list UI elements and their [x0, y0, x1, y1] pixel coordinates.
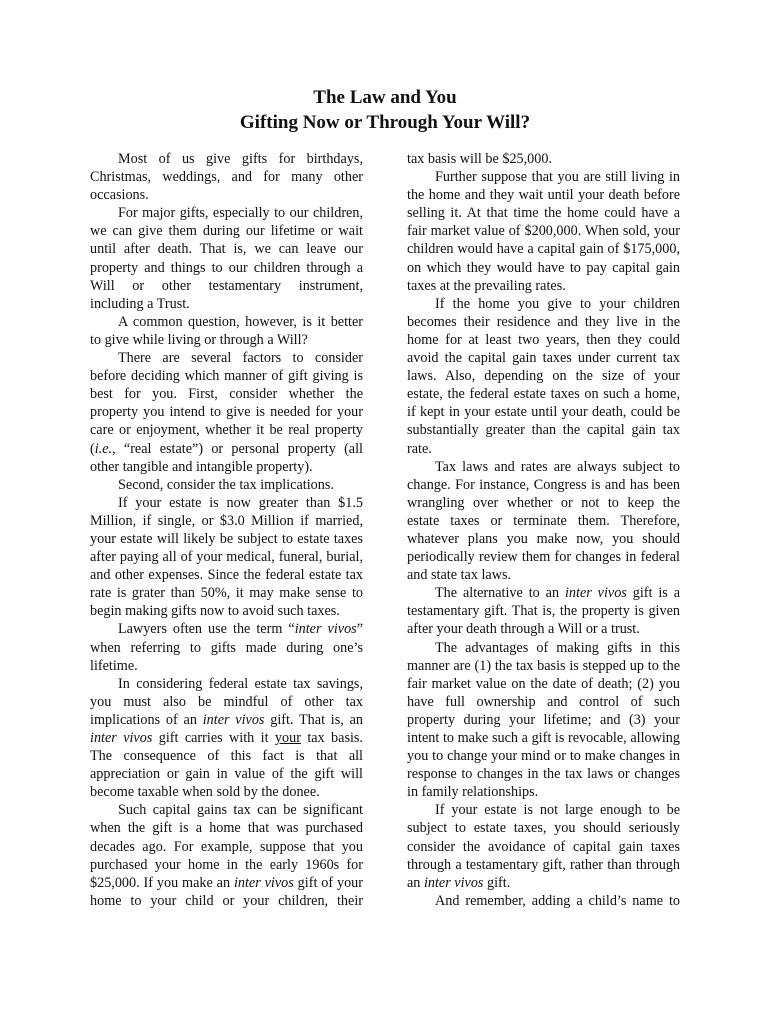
paragraph	[90, 801, 363, 910]
paragraph	[90, 620, 363, 674]
paragraph: For major gifts, especially to our children, we can give them during our lifetime or wait until after death. That is, we can leave our property and things to our children through a Will or other testamentary instrument, including a Trust.	[90, 205, 363, 312]
paragraph: A common question, however, is it better to give while living or through a Will?	[90, 313, 363, 348]
text-run: gift is a testamentary gift. That is, the property is given after your death through a Will or a trust.	[407, 585, 680, 638]
paragraph: Second, consider the tax implications.	[118, 476, 334, 493]
page-subtitle: Gifting Now or Through Your Will?	[239, 112, 531, 133]
paragraph	[407, 801, 680, 891]
left-column	[90, 150, 363, 910]
paragraph	[90, 675, 363, 802]
text-run: In considering federal estate tax savings, you must also be mindful of other tax implications of an	[90, 675, 363, 728]
italic-term: i.e.	[94, 440, 113, 457]
italic-term: inter vivos	[423, 874, 484, 891]
paragraph	[407, 584, 680, 638]
paragraph: Most of us give gifts for birthdays, Christmas, weddings, and for many other occasions.	[90, 151, 363, 204]
text-run: If your estate is not large enough to be subject to estate taxes, you should seriously consider the avoidance of capital gain taxes through a testamentary gift, rather than through an	[407, 802, 680, 891]
page-title: The Law and You	[313, 87, 457, 108]
text-run: There are several factors to consider before deciding which manner of gift giving is best for you. First, consider whether the property you intend to give is needed for your care or enjoyment, whether it be real property (	[90, 350, 363, 457]
right-column	[407, 150, 680, 910]
text-run: ” when referring to gifts made during one’s lifetime.	[90, 621, 363, 674]
text-run: The alternative to an	[435, 585, 565, 602]
paragraph: Further suppose that you are still living in the home and they wait until your death before selling it. At that time the home could have a fair market value of $200,000. When sold, your children would have a capital gain of $175,000, on which they would have to pay capital gain taxes at the prevailing rates.	[407, 169, 680, 294]
text-run: tax basis. The consequence of this fact is that all appreciation or gain in value of the gift will become taxable when sold by the donee.	[90, 730, 363, 801]
italic-term: inter vivos	[233, 874, 294, 891]
text-run: Such capital gains tax can be significant when the gift is a home that was purchased decades ago. For example, suppose that you purchased your home in the early 1960s for $25,000. If you make an	[90, 802, 363, 891]
italic-term: inter vivos	[202, 711, 265, 728]
underlined-word: your	[274, 730, 301, 746]
text-run: Lawyers often use the term “	[118, 621, 295, 638]
paragraph: Tax laws and rates are always subject to change. For instance, Congress is and has been wrangling over whether or not to keep the estate taxes or terminate them. Therefore, whatever plans you make now, you should periodically review them for changes in federal and state tax laws.	[407, 458, 680, 584]
paragraph	[90, 349, 363, 476]
italic-term: inter vivos	[564, 585, 627, 602]
text-run: gift.	[483, 874, 511, 891]
italic-term: inter vivos	[90, 730, 153, 746]
paragraph-continued: tax basis will be $25,000.	[407, 151, 553, 167]
text-run: , “real estate”) or personal property (all other tangible and intangible property).	[90, 440, 363, 475]
paragraph: If your estate is now greater than $1.5 Million, if single, or $3.0 Million if married, your estate will likely be subject to estate taxes after paying all of your medical, funeral, burial, and other expenses. Since the federal estate tax rate is grater than 50%, it may make sense to begin making gifts now to avoid such taxes.	[90, 494, 363, 620]
paragraph: And remember, adding a child’s name to	[435, 892, 680, 909]
paragraph: If the home you give to your children becomes their residence and they live in the home for at least two years, then they could avoid the capital gain taxes under current tax laws. Also, depending on the size of your estate, the federal estate taxes on such a home, if kept in your estate until your death, could be substantially greater than the capital gain tax rate.	[407, 295, 680, 457]
text-run: gift of your home to your child or your children, their	[90, 874, 363, 909]
text-run: gift carries with it	[152, 730, 275, 746]
text-run: gift. That is, an	[264, 711, 363, 728]
paragraph: The advantages of making gifts in this manner are (1) the tax basis is stepped up to the fair market value on the date of death; (2) you have full ownership and control of such property during your lifetime; and (3) your intent to make such a gift is revocable, allowing you to change your mind or to make changes in response to changes in the tax laws or changes in family relationships.	[407, 639, 680, 801]
italic-term: inter vivos	[294, 621, 357, 638]
